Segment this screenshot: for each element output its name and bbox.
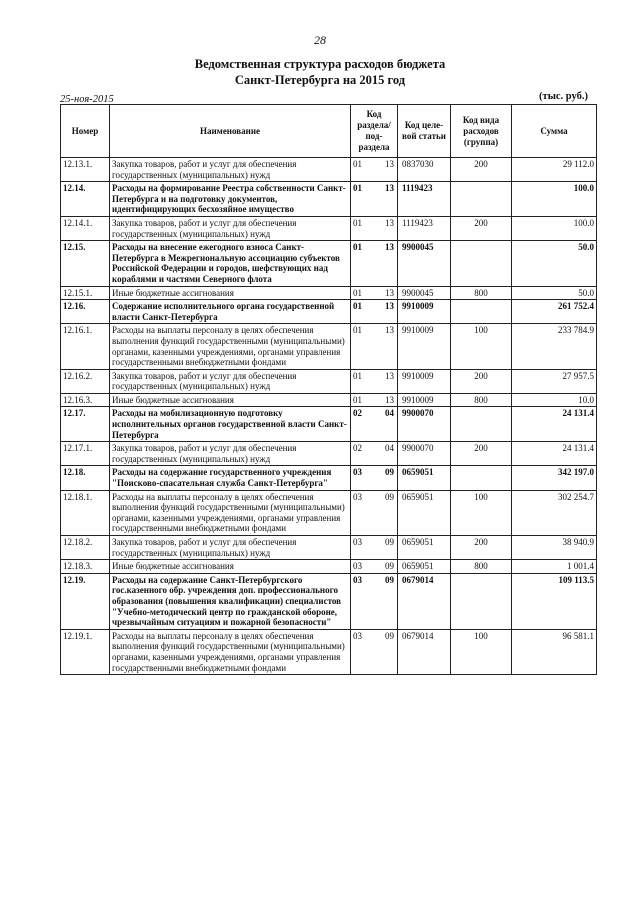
table-row	[61, 369, 597, 393]
table-row	[61, 241, 597, 286]
row-section-code: 03	[351, 560, 374, 574]
row-target-code: 0659051	[398, 536, 451, 560]
row-expense-type	[451, 466, 512, 490]
table-row	[61, 286, 597, 300]
row-sum: 233 784.9	[512, 324, 597, 369]
row-subsection-code: 13	[374, 369, 398, 393]
row-section-code: 02	[351, 442, 374, 466]
row-section-code: 01	[351, 324, 374, 369]
row-name: Расходы на мобилизационную подготовку исполнительных органов государственной власти Санкт-Петербурга	[110, 407, 351, 442]
row-target-code: 9900045	[398, 241, 451, 286]
row-number: 12.16.3.	[61, 393, 110, 407]
row-name: Расходы на выплаты персоналу в целях обеспечения выполнения функций государственными (муниципальными) органами, казенными учреждениями, органами управления государственными внебюджетными фондами	[110, 324, 351, 369]
row-name: Расходы на выплаты персоналу в целях обеспечения выполнения функций государственными (муниципальными) органами, казенными учреждениями, органами управления государственными внебюджетными фондами	[110, 629, 351, 674]
row-name: Расходы на выплаты персоналу в целях обеспечения выполнения функций государственными (муниципальными) органами, казенными учреждениями, органами управления государственными внебюджетными фондами	[110, 490, 351, 535]
row-sum: 109 113.5	[512, 573, 597, 629]
row-target-code: 0659051	[398, 466, 451, 490]
row-expense-type: 200	[451, 442, 512, 466]
row-name: Иные бюджетные ассигнования	[110, 560, 351, 574]
row-sum: 10.0	[512, 393, 597, 407]
row-sum: 24 131.4	[512, 442, 597, 466]
row-subsection-code: 09	[374, 536, 398, 560]
row-number: 12.16.1.	[61, 324, 110, 369]
row-name: Закупка товаров, работ и услуг для обеспечения государственных (муниципальных) нужд	[110, 216, 351, 240]
row-name: Иные бюджетные ассигнования	[110, 393, 351, 407]
row-expense-type	[451, 182, 512, 217]
table-row	[61, 573, 597, 629]
row-section-code: 01	[351, 241, 374, 286]
row-target-code: 0659051	[398, 560, 451, 574]
row-number: 12.17.	[61, 407, 110, 442]
table-row	[61, 393, 597, 407]
row-name: Расходы на внесение ежегодного взноса Санкт-Петербурга в Межрегиональную ассоциацию субъектов Российской Федерации и городов, шефствующих над кораблями и частями Северного флота	[110, 241, 351, 286]
table-body	[61, 158, 597, 675]
row-expense-type	[451, 407, 512, 442]
row-number: 12.18.2.	[61, 536, 110, 560]
row-section-code: 03	[351, 490, 374, 535]
row-expense-type: 800	[451, 286, 512, 300]
table-row	[61, 300, 597, 324]
row-number: 12.13.1.	[61, 158, 110, 182]
col-header-number: Номер	[61, 105, 110, 158]
row-number: 12.14.	[61, 182, 110, 217]
row-section-code: 03	[351, 536, 374, 560]
row-target-code: 9910009	[398, 369, 451, 393]
row-subsection-code: 09	[374, 629, 398, 674]
row-section-code: 01	[351, 393, 374, 407]
row-target-code: 0837030	[398, 158, 451, 182]
row-subsection-code: 13	[374, 216, 398, 240]
row-number: 12.18.	[61, 466, 110, 490]
row-number: 12.15.1.	[61, 286, 110, 300]
table-row	[61, 560, 597, 574]
table-row	[61, 324, 597, 369]
row-subsection-code: 13	[374, 182, 398, 217]
row-subsection-code: 13	[374, 300, 398, 324]
row-number: 12.16.	[61, 300, 110, 324]
col-header-name: Наименование	[110, 105, 351, 158]
row-expense-type: 200	[451, 158, 512, 182]
row-number: 12.17.1.	[61, 442, 110, 466]
row-sum: 1 001.4	[512, 560, 597, 574]
title-line-2: Санкт-Петербурга на 2015 год	[234, 73, 406, 87]
row-number: 12.18.1.	[61, 490, 110, 535]
row-subsection-code: 13	[374, 393, 398, 407]
document-title	[0, 56, 640, 88]
table-row	[61, 490, 597, 535]
row-subsection-code: 04	[374, 407, 398, 442]
table-row	[61, 407, 597, 442]
row-name: Расходы на содержание Санкт-Петербургского гос.казенного обр. учреждения доп. профессионального образования (повышения квалификации) специалистов "Учебно-методический центр по гражданской обороне, чрезвычайным ситуациям и пожарной безопасности"	[110, 573, 351, 629]
row-section-code: 01	[351, 216, 374, 240]
row-name: Содержание исполнительного органа государственной власти Санкт-Петербурга	[110, 300, 351, 324]
row-name: Расходы на содержание государственного учреждения "Поисково-спасательная служба Санкт-Петербурга"	[110, 466, 351, 490]
row-target-code: 0679014	[398, 629, 451, 674]
row-subsection-code: 13	[374, 241, 398, 286]
row-expense-type: 100	[451, 629, 512, 674]
row-target-code: 9910009	[398, 300, 451, 324]
row-target-code: 9910009	[398, 393, 451, 407]
col-header-sum: Сумма	[512, 105, 597, 158]
budget-table	[60, 104, 597, 675]
row-subsection-code: 13	[374, 158, 398, 182]
row-subsection-code: 09	[374, 560, 398, 574]
row-target-code: 1119423	[398, 216, 451, 240]
row-target-code: 9900045	[398, 286, 451, 300]
row-target-code: 0679014	[398, 573, 451, 629]
row-expense-type: 200	[451, 369, 512, 393]
row-expense-type: 200	[451, 536, 512, 560]
row-expense-type: 100	[451, 490, 512, 535]
row-sum: 261 752.4	[512, 300, 597, 324]
row-section-code: 01	[351, 158, 374, 182]
row-section-code: 01	[351, 369, 374, 393]
row-number: 12.18.3.	[61, 560, 110, 574]
row-name: Расходы на формирование Реестра собственности Санкт-Петербурга и на подготовку документов, идентифицирующих бесхозяйное имущество	[110, 182, 351, 217]
row-number: 12.15.	[61, 241, 110, 286]
row-number: 12.16.2.	[61, 369, 110, 393]
table-row	[61, 182, 597, 217]
row-section-code: 01	[351, 286, 374, 300]
row-name: Закупка товаров, работ и услуг для обеспечения государственных (муниципальных) нужд	[110, 442, 351, 466]
row-name: Закупка товаров, работ и услуг для обеспечения государственных (муниципальных) нужд	[110, 158, 351, 182]
row-sum: 29 112.0	[512, 158, 597, 182]
row-number: 12.14.1.	[61, 216, 110, 240]
row-name: Закупка товаров, работ и услуг для обеспечения государственных (муниципальных) нужд	[110, 369, 351, 393]
row-sum: 342 197.0	[512, 466, 597, 490]
row-sum: 96 581.1	[512, 629, 597, 674]
row-sum: 27 957.5	[512, 369, 597, 393]
row-number: 12.19.1.	[61, 629, 110, 674]
table-header-row	[61, 105, 597, 158]
row-subsection-code: 09	[374, 490, 398, 535]
row-subsection-code: 09	[374, 466, 398, 490]
row-subsection-code: 13	[374, 286, 398, 300]
row-name: Иные бюджетные ассигнования	[110, 286, 351, 300]
row-sum: 50.0	[512, 286, 597, 300]
table-row	[61, 629, 597, 674]
table-row	[61, 466, 597, 490]
row-subsection-code: 04	[374, 442, 398, 466]
document-date: 25-ноя-2015	[60, 94, 114, 105]
row-number: 12.19.	[61, 573, 110, 629]
row-sum: 24 131.4	[512, 407, 597, 442]
row-name: Закупка товаров, работ и услуг для обеспечения государственных (муниципальных) нужд	[110, 536, 351, 560]
row-section-code: 03	[351, 573, 374, 629]
row-section-code: 01	[351, 182, 374, 217]
col-header-expense-type: Код вида расходов (группа)	[451, 105, 512, 158]
row-target-code: 0659051	[398, 490, 451, 535]
row-target-code: 9900070	[398, 442, 451, 466]
row-subsection-code: 09	[374, 573, 398, 629]
units-label: (тыс. руб.)	[539, 91, 588, 102]
row-expense-type	[451, 573, 512, 629]
row-expense-type: 800	[451, 393, 512, 407]
row-subsection-code: 13	[374, 324, 398, 369]
col-header-target: Код целе-вой статьи	[398, 105, 451, 158]
row-expense-type: 200	[451, 216, 512, 240]
col-header-section: Код раздела/ под-раздела	[351, 105, 398, 158]
row-section-code: 01	[351, 300, 374, 324]
row-sum: 100.0	[512, 182, 597, 217]
row-section-code: 03	[351, 629, 374, 674]
row-sum: 100.0	[512, 216, 597, 240]
row-sum: 38 940.9	[512, 536, 597, 560]
title-line-1: Ведомственная структура расходов бюджета	[194, 57, 446, 71]
row-expense-type	[451, 241, 512, 286]
row-sum: 302 254.7	[512, 490, 597, 535]
row-expense-type: 800	[451, 560, 512, 574]
row-expense-type: 100	[451, 324, 512, 369]
table-row	[61, 216, 597, 240]
table-row	[61, 536, 597, 560]
row-target-code: 9910009	[398, 324, 451, 369]
row-target-code: 1119423	[398, 182, 451, 217]
table-row	[61, 158, 597, 182]
row-sum: 50.0	[512, 241, 597, 286]
row-section-code: 03	[351, 466, 374, 490]
table-row	[61, 442, 597, 466]
row-target-code: 9900070	[398, 407, 451, 442]
page-number: 28	[314, 33, 326, 47]
row-section-code: 02	[351, 407, 374, 442]
row-expense-type	[451, 300, 512, 324]
